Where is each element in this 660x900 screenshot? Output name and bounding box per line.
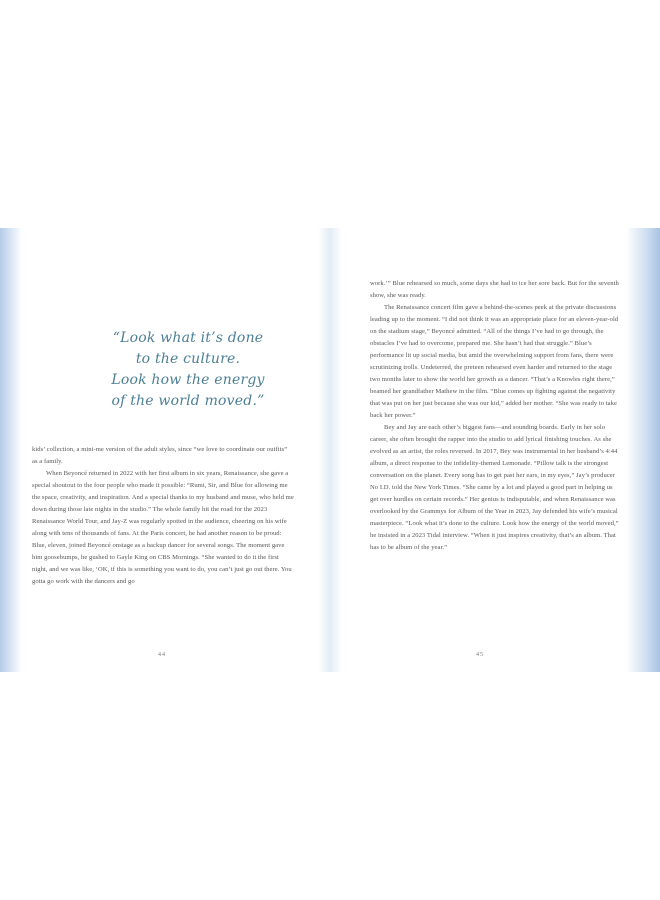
body-paragraph: Bey and Jay are each other’s biggest fans—and sounding boards. Early in her solo career, she often brought the rapper into the studio to add lyrical finishing touches. As she evolved as an artist, the roles reversed. In 2017, Bey was instrumental in her husband’s 4:44 album, a direct response to the infidelity-themed Lemonade. “Pillow talk is the strongest conversation on the planet. Every song has to get past her ears, in my eyes,” Jay’s producer No I.D. told the New York Times. “She came by a lot and played a good part in helping us get over hurdles on certain records.” Her genius is indisputable, and when Renaissance was overlooked by the Grammys for Album of the Year in 2023, Jay defended his wife’s musical masterpiece. “Look what it’s done to the culture. Look how the energy of the world moved,” he insisted in a 2023 Tidal interview. “When it just inspires creativity, that’s an album. That has to be album of the year.” (370, 424, 619, 551)
page-number-right: 45 (476, 652, 484, 658)
right-page-edge (626, 228, 660, 672)
left-page-edge (0, 228, 22, 672)
pull-quote (88, 328, 288, 412)
body-paragraph: kids’ collection, a mini-me version of the adult styles, since “we love to coordinate our outfits” as a family. (32, 446, 288, 465)
pull-quote-line: to the culture. (135, 351, 241, 367)
pull-quote-line: “Look what it’s done (112, 330, 264, 346)
pull-quote-line: Look how the energy (111, 372, 265, 388)
page-number-left: 44 (158, 652, 166, 658)
left-page-body (32, 444, 294, 588)
right-page-body (370, 278, 620, 554)
body-paragraph: The Renaissance concert film gave a behind-the-scenes peek at the private discussions leading up to the moment. “I did not think it was an appropriate place for an eleven-year-old on the stadium stage,” Beyoncé admitted. “All of the things I’ve had to go through, the obstacles I’ve had to overcome, prepared me. She hasn’t had that struggle.” Blue’s performance lit up social media, but amid the overwhelming support from fans, there were scrutinizing trolls. Undeterred, the preteen rehearsed even harder and returned to the stage two months later to show the world her growth as a dancer. “That’s a Knowles right there,” beamed her grandfather Mathew in the film. “Blue comes up fighting against the negativity that was put on her just because she was our kid,” added her mother. “She was ready to take back her power.” (370, 304, 619, 419)
body-paragraph: When Beyoncé returned in 2022 with her first album in six years, Renaissance, she gave a special shoutout to the four people who made it possible: “Rumi, Sir, and Blue for allowing me the space, creativity, and inspiration. And a special thanks to my husband and muse, who held me down during those late nights in the studio.” The whole family hit the road for the 2023 Renaissance World Tour, and Jay-Z was regularly spotted in the audience, cheering on his wife along with tens of thousands of fans. At the Paris concert, he had another reason to be proud: Blue, eleven, joined Beyoncé onstage as a backup dancer for several songs. The moment gave him goosebumps, he gushed to Gayle King on CBS Mornings. “She wanted to do it the first night, and we was like, ‘OK, if this is something you want to do, you can’t just go out there. You gotta go work with the dancers and go (32, 470, 294, 585)
book-gutter (318, 228, 342, 672)
pull-quote-line: of the world moved.” (111, 393, 265, 409)
body-paragraph: work.’” Blue rehearsed so much, some days she had to ice her sore back. But for the seventh show, she was ready. (370, 280, 619, 299)
book-spread (0, 228, 660, 672)
